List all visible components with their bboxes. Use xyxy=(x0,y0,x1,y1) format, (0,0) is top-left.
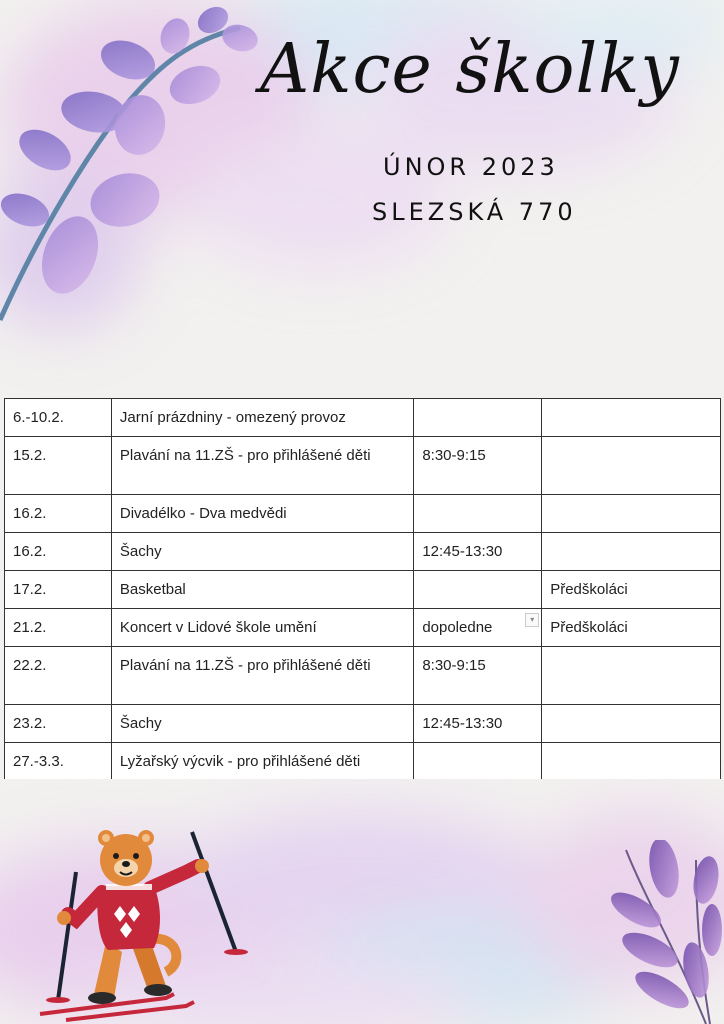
event-time: 8:30-9:15 xyxy=(414,647,542,705)
table-row xyxy=(5,609,721,647)
table-row xyxy=(5,571,721,609)
event-name: Koncert v Lidové škole umění xyxy=(111,609,413,647)
events-table xyxy=(4,398,721,779)
event-date: 21.2. xyxy=(5,609,112,647)
event-date: 17.2. xyxy=(5,571,112,609)
event-group xyxy=(542,705,721,743)
table-row xyxy=(5,399,721,437)
event-group xyxy=(542,399,721,437)
skiing-bear-icon xyxy=(36,822,256,1022)
event-date: 27.-3.3. xyxy=(5,743,112,780)
event-group xyxy=(542,647,721,705)
event-time xyxy=(414,399,542,437)
table-row xyxy=(5,533,721,571)
event-group xyxy=(542,495,721,533)
table-row xyxy=(5,743,721,780)
event-date: 22.2. xyxy=(5,647,112,705)
subtitle-place: SLEZSKÁ 770 xyxy=(372,198,577,226)
table-row xyxy=(5,495,721,533)
event-name: Šachy xyxy=(111,533,413,571)
event-group xyxy=(542,437,721,495)
event-name: Plavání na 11.ZŠ - pro přihlášené děti xyxy=(111,647,413,705)
dropdown-arrow-icon[interactable]: ▾ xyxy=(525,613,539,627)
event-group xyxy=(542,533,721,571)
page-title: Akce školky xyxy=(260,30,680,109)
event-time: 12:45-13:30 xyxy=(414,705,542,743)
event-name: Lyžařský výcvik - pro přihlášené děti xyxy=(111,743,413,780)
event-time-cell xyxy=(414,609,542,647)
event-time xyxy=(414,495,542,533)
event-name: Šachy xyxy=(111,705,413,743)
event-date: 15.2. xyxy=(5,437,112,495)
event-date: 23.2. xyxy=(5,705,112,743)
subtitle-month: ÚNOR 2023 xyxy=(383,153,559,181)
event-group: Předškoláci xyxy=(542,571,721,609)
event-date: 16.2. xyxy=(5,533,112,571)
event-date: 6.-10.2. xyxy=(5,399,112,437)
event-name: Plavání na 11.ZŠ - pro přihlášené děti xyxy=(111,437,413,495)
table-row xyxy=(5,647,721,705)
event-name: Basketbal xyxy=(111,571,413,609)
table-row xyxy=(5,705,721,743)
table-row xyxy=(5,437,721,495)
event-name: Jarní prázdniny - omezený provoz xyxy=(111,399,413,437)
purple-leaves-icon xyxy=(606,840,724,1024)
event-date: 16.2. xyxy=(5,495,112,533)
event-time xyxy=(414,743,542,780)
event-time: 12:45-13:30 xyxy=(414,533,542,571)
event-name: Divadélko - Dva medvědi xyxy=(111,495,413,533)
event-group xyxy=(542,743,721,780)
event-time xyxy=(414,571,542,609)
event-group: Předškoláci xyxy=(542,609,721,647)
event-time: 8:30-9:15 xyxy=(414,437,542,495)
event-time: dopoledne xyxy=(422,619,493,636)
